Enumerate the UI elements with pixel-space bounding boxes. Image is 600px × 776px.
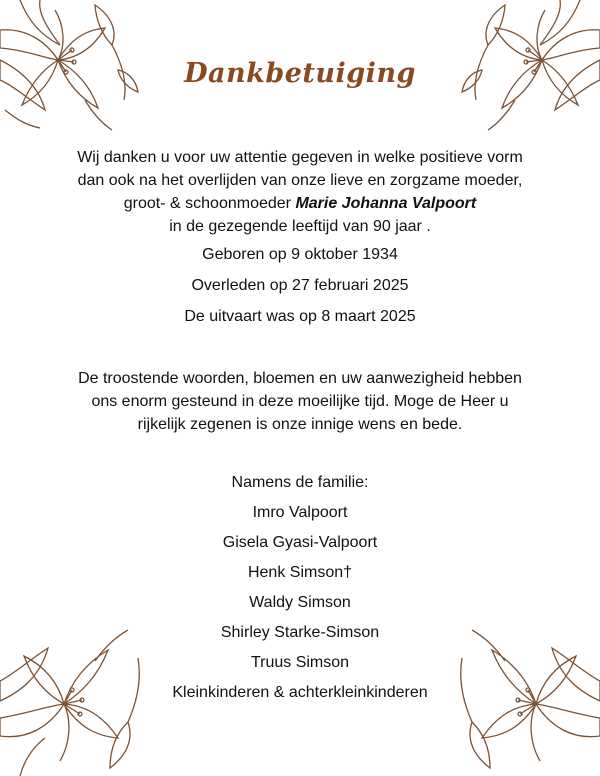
family-member: Shirley Starke-Simson	[220, 624, 380, 641]
intro-line	[30, 192, 570, 215]
thanks-line: ons enorm gesteund in deze moeilijke tijd. Moge de Heer u	[91, 393, 509, 410]
died-date: Overleden op 27 februari 2025	[191, 277, 409, 294]
family-member: Waldy Simson	[249, 594, 351, 611]
intro-line-prefix: groot- & schoonmoeder	[123, 195, 296, 212]
family-member: Kleinkinderen & achterkleinkinderen	[172, 684, 428, 701]
intro-line: Wij danken u voor uw attentie gegeven in welke positieve vorm	[77, 149, 523, 166]
thanks-paragraph	[30, 367, 570, 436]
intro-paragraph	[30, 146, 570, 238]
thanks-line: rijkelijk zegenen is onze innige wens en bede.	[137, 416, 463, 433]
page-title: Dankbetuiging	[184, 58, 416, 89]
thanks-line: De troostende woorden, bloemen en uw aanwezigheid hebben	[78, 370, 522, 387]
family-member: Imro Valpoort	[252, 504, 348, 521]
family-member: Henk Simson†	[247, 564, 353, 581]
family-label: Namens de familie:	[231, 474, 369, 491]
intro-line: in de gezegende leeftijd van 90 jaar .	[169, 218, 431, 235]
born-date: Geboren op 9 oktober 1934	[202, 246, 398, 263]
deceased-name: Marie Johanna Valpoort	[295, 195, 477, 212]
family-member: Truus Simson	[250, 654, 350, 671]
funeral-date: De uitvaart was op 8 maart 2025	[184, 308, 416, 325]
intro-line: dan ook na het overlijden van onze lieve en zorgzame moeder,	[77, 172, 523, 189]
family-member: Gisela Gyasi-Valpoort	[222, 534, 378, 551]
